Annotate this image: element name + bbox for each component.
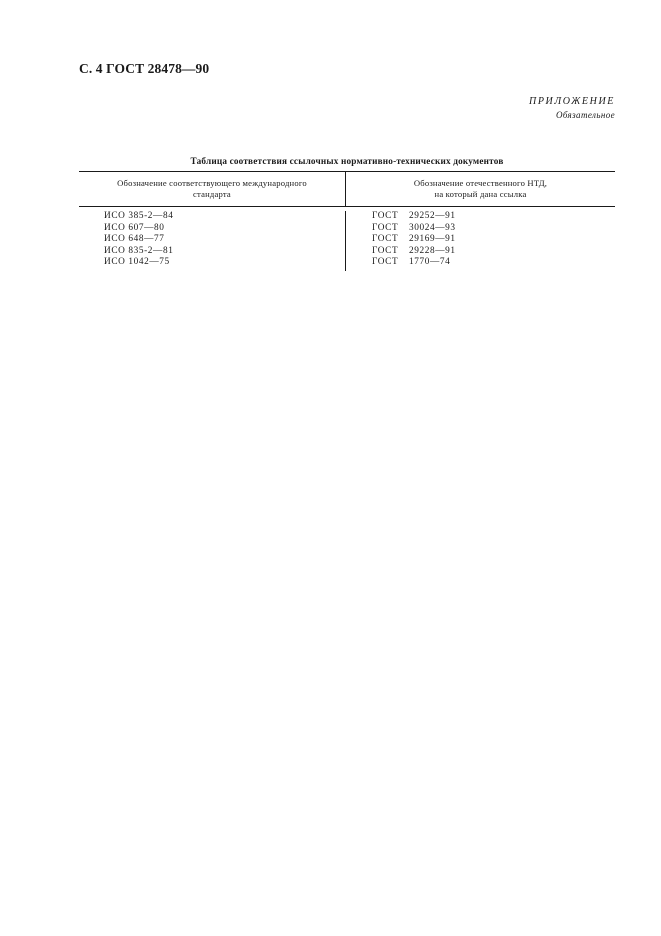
gost-number: 29252—91 (409, 211, 456, 221)
page-header: С. 4 ГОСТ 28478—90 (79, 61, 210, 76)
gost-number: 30024—93 (409, 222, 456, 233)
appendix-title: ПРИЛОЖЕНИЕ (529, 96, 615, 107)
table-cell-national (372, 234, 615, 246)
column-header-line: Обозначение соответствующего международного (117, 178, 307, 188)
table-cell-international: ИСО 607—80 (104, 222, 165, 233)
column-header-line: Обозначение отечественного НТД, (413, 178, 548, 188)
national-standards-column (346, 211, 615, 271)
column-header-line: стандарта (193, 189, 231, 199)
appendix-subtitle: Обязательное (555, 110, 615, 120)
column-header-international (79, 172, 346, 206)
table-cell-international: ИСО 648—77 (104, 234, 165, 245)
table-cell-international: ИСО 385-2—84 (104, 211, 174, 221)
gost-number: 29169—91 (409, 234, 456, 245)
table-cell-national (372, 223, 615, 235)
gost-prefix: ГОСТ (372, 211, 399, 221)
table-cell-national (372, 246, 615, 258)
international-standards-column (79, 211, 346, 271)
gost-number: 1770—74 (409, 257, 451, 268)
table-cell-international: ИСО 1042—75 (104, 257, 170, 268)
reference-table (79, 171, 615, 271)
table-header-row (79, 171, 615, 207)
table-cell-international: ИСО 835-2—81 (104, 245, 174, 256)
table-cell-national (372, 257, 615, 269)
gost-prefix: ГОСТ (372, 257, 399, 268)
gost-prefix: ГОСТ (372, 234, 399, 245)
gost-prefix: ГОСТ (372, 245, 399, 256)
gost-number: 29228—91 (409, 245, 456, 256)
table-body (79, 207, 615, 271)
appendix-block (529, 95, 615, 122)
table-cell-national (372, 211, 615, 223)
column-header-national (346, 172, 615, 206)
gost-prefix: ГОСТ (372, 222, 399, 233)
table-caption: Таблица соответствия ссылочных нормативно-технических документов (190, 156, 504, 166)
column-header-line: на который дана ссылка (434, 189, 527, 199)
